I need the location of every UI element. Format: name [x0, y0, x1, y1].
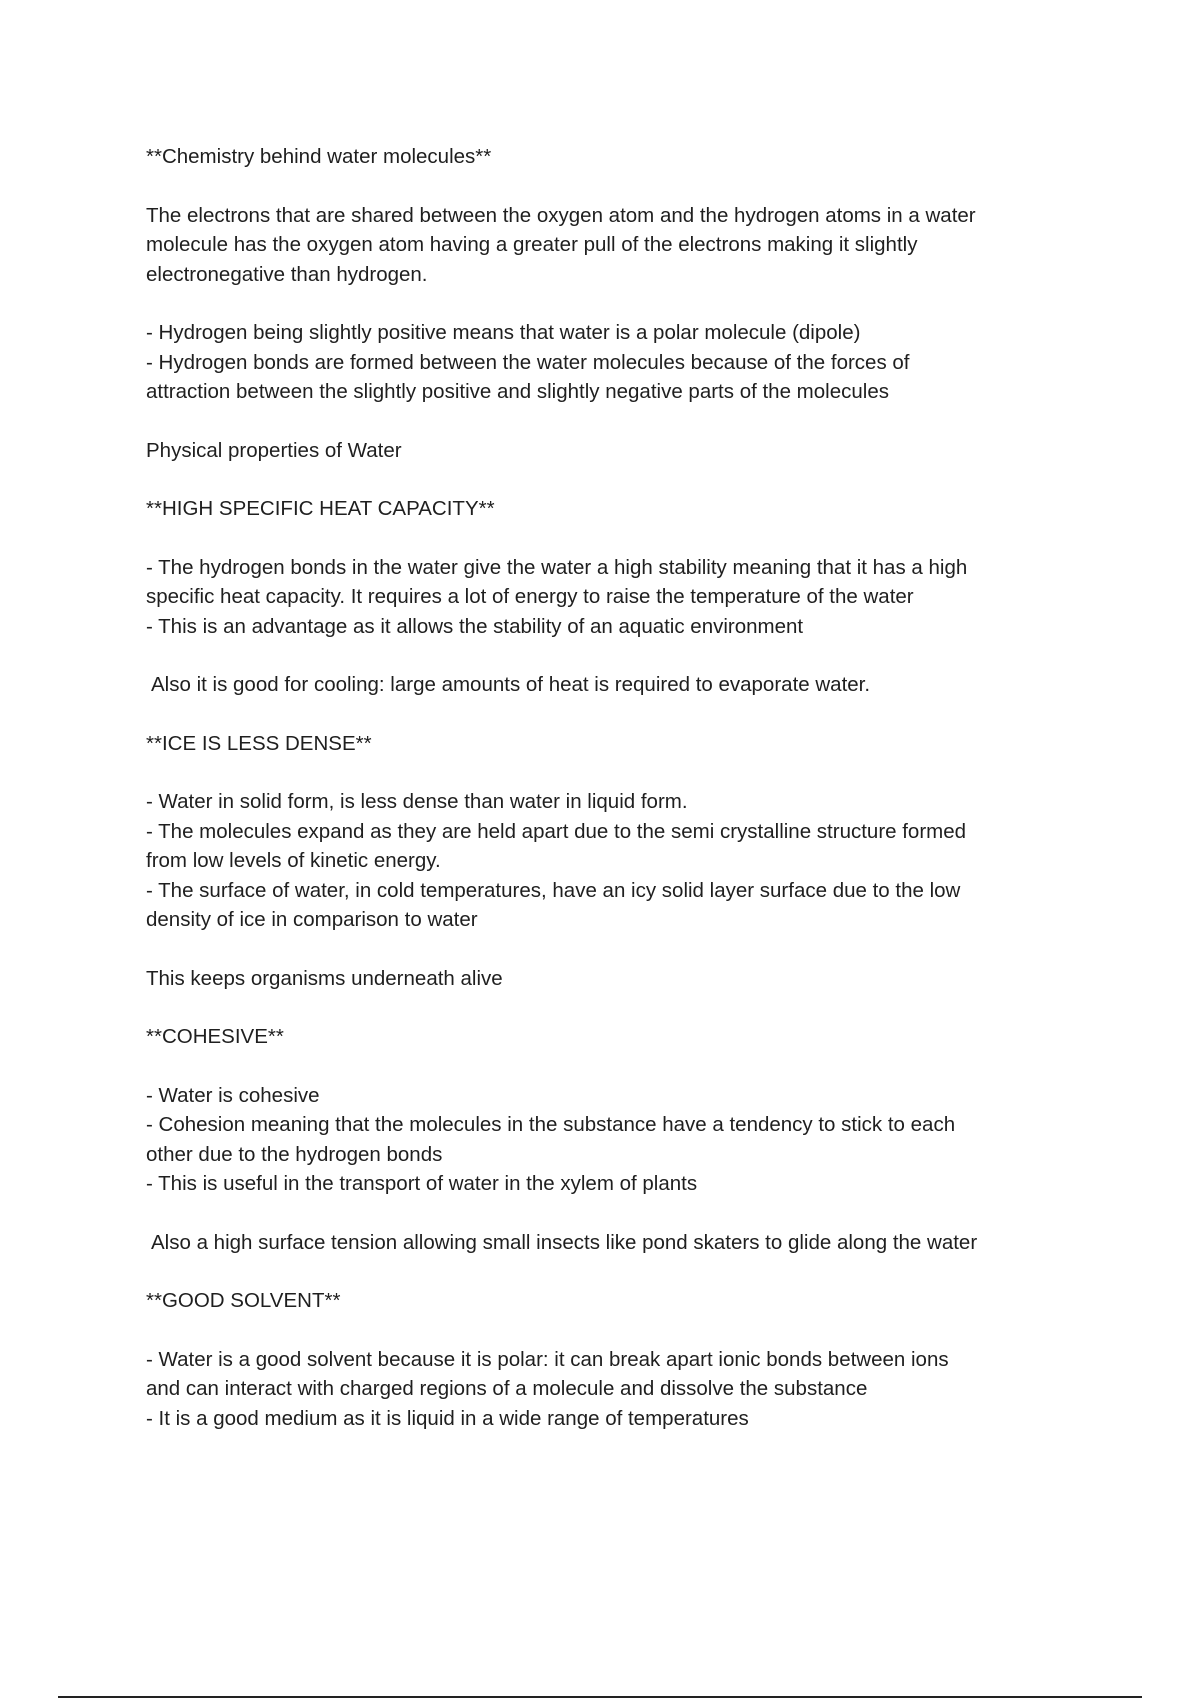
heat-heading-block: [146, 494, 1076, 524]
ice-points: [146, 787, 1076, 935]
heat-points: [146, 553, 1076, 642]
cohesive-line: - This is useful in the transport of water in the xylem of plants: [146, 1172, 698, 1195]
solvent-heading: **GOOD SOLVENT**: [146, 1289, 341, 1312]
heat-line: specific heat capacity. It requires a lot of energy to raise the temperature of the water: [146, 585, 914, 608]
ice-heading-block: [146, 729, 1076, 759]
solvent-heading-block: [146, 1286, 1076, 1316]
heat-note-block: [146, 670, 1076, 700]
heat-heading: **HIGH SPECIFIC HEAT CAPACITY**: [146, 497, 495, 520]
cohesive-points: [146, 1081, 1076, 1199]
solvent-line: and can interact with charged regions of a molecule and dissolve the substance: [146, 1377, 868, 1400]
document-title-block: [146, 142, 1076, 172]
document-title: **Chemistry behind water molecules**: [146, 145, 492, 168]
intro-line: The electrons that are shared between the oxygen atom and the hydrogen atoms in a water: [146, 203, 976, 227]
intro-line: electronegative than hydrogen.: [146, 262, 428, 286]
cohesive-line: other due to the hydrogen bonds: [146, 1142, 443, 1166]
heat-line: - The hydrogen bonds in the water give the water a high stability meaning that it has a high: [146, 555, 968, 579]
polarity-line: - Hydrogen being slightly positive means that water is a polar molecule (dipole): [146, 321, 861, 344]
ice-line: - Water in solid form, is less dense than water in liquid form.: [146, 790, 688, 813]
cohesive-line: - Water is cohesive: [146, 1083, 320, 1107]
cohesive-heading-block: [146, 1022, 1076, 1052]
ice-line: - The molecules expand as they are held apart due to the semi crystalline structure formed: [146, 819, 967, 843]
page-bottom-rule: [58, 1696, 1142, 1698]
polarity-line: - Hydrogen bonds are formed between the water molecules because of the forces of: [146, 350, 910, 374]
solvent-points: [146, 1345, 1076, 1434]
polarity-line: attraction between the slightly positive and slightly negative parts of the molecules: [146, 380, 889, 403]
ice-heading: **ICE IS LESS DENSE**: [146, 731, 372, 755]
ice-line: - The surface of water, in cold temperatures, have an icy solid layer surface due to the low: [146, 878, 961, 902]
ice-line: from low levels of kinetic energy.: [146, 849, 441, 872]
cohesive-heading: **COHESIVE**: [146, 1025, 284, 1048]
heat-line: - This is an advantage as it allows the stability of an aquatic environment: [146, 614, 804, 638]
properties-heading: Physical properties of Water: [146, 438, 402, 462]
polarity-points: [146, 318, 1076, 407]
intro-line: molecule has the oxygen atom having a greater pull of the electrons making it slightly: [146, 233, 918, 256]
ice-note: This keeps organisms underneath alive: [146, 966, 503, 990]
solvent-line: - It is a good medium as it is liquid in a wide range of temperatures: [146, 1406, 749, 1430]
cohesive-line: - Cohesion meaning that the molecules in the substance have a tendency to stick to each: [146, 1113, 956, 1136]
cohesive-note: Also a high surface tension allowing small insects like pond skaters to glide along the water: [151, 1230, 978, 1254]
properties-heading-block: [146, 436, 1076, 466]
heat-note: Also it is good for cooling: large amounts of heat is required to evaporate water.: [151, 673, 871, 696]
ice-note-block: [146, 964, 1076, 994]
document-body: [146, 142, 1076, 1462]
intro-paragraph: [146, 201, 1076, 290]
cohesive-note-block: [146, 1228, 1076, 1258]
solvent-line: - Water is a good solvent because it is polar: it can break apart ionic bonds between ions: [146, 1347, 949, 1371]
ice-line: density of ice in comparison to water: [146, 908, 478, 931]
